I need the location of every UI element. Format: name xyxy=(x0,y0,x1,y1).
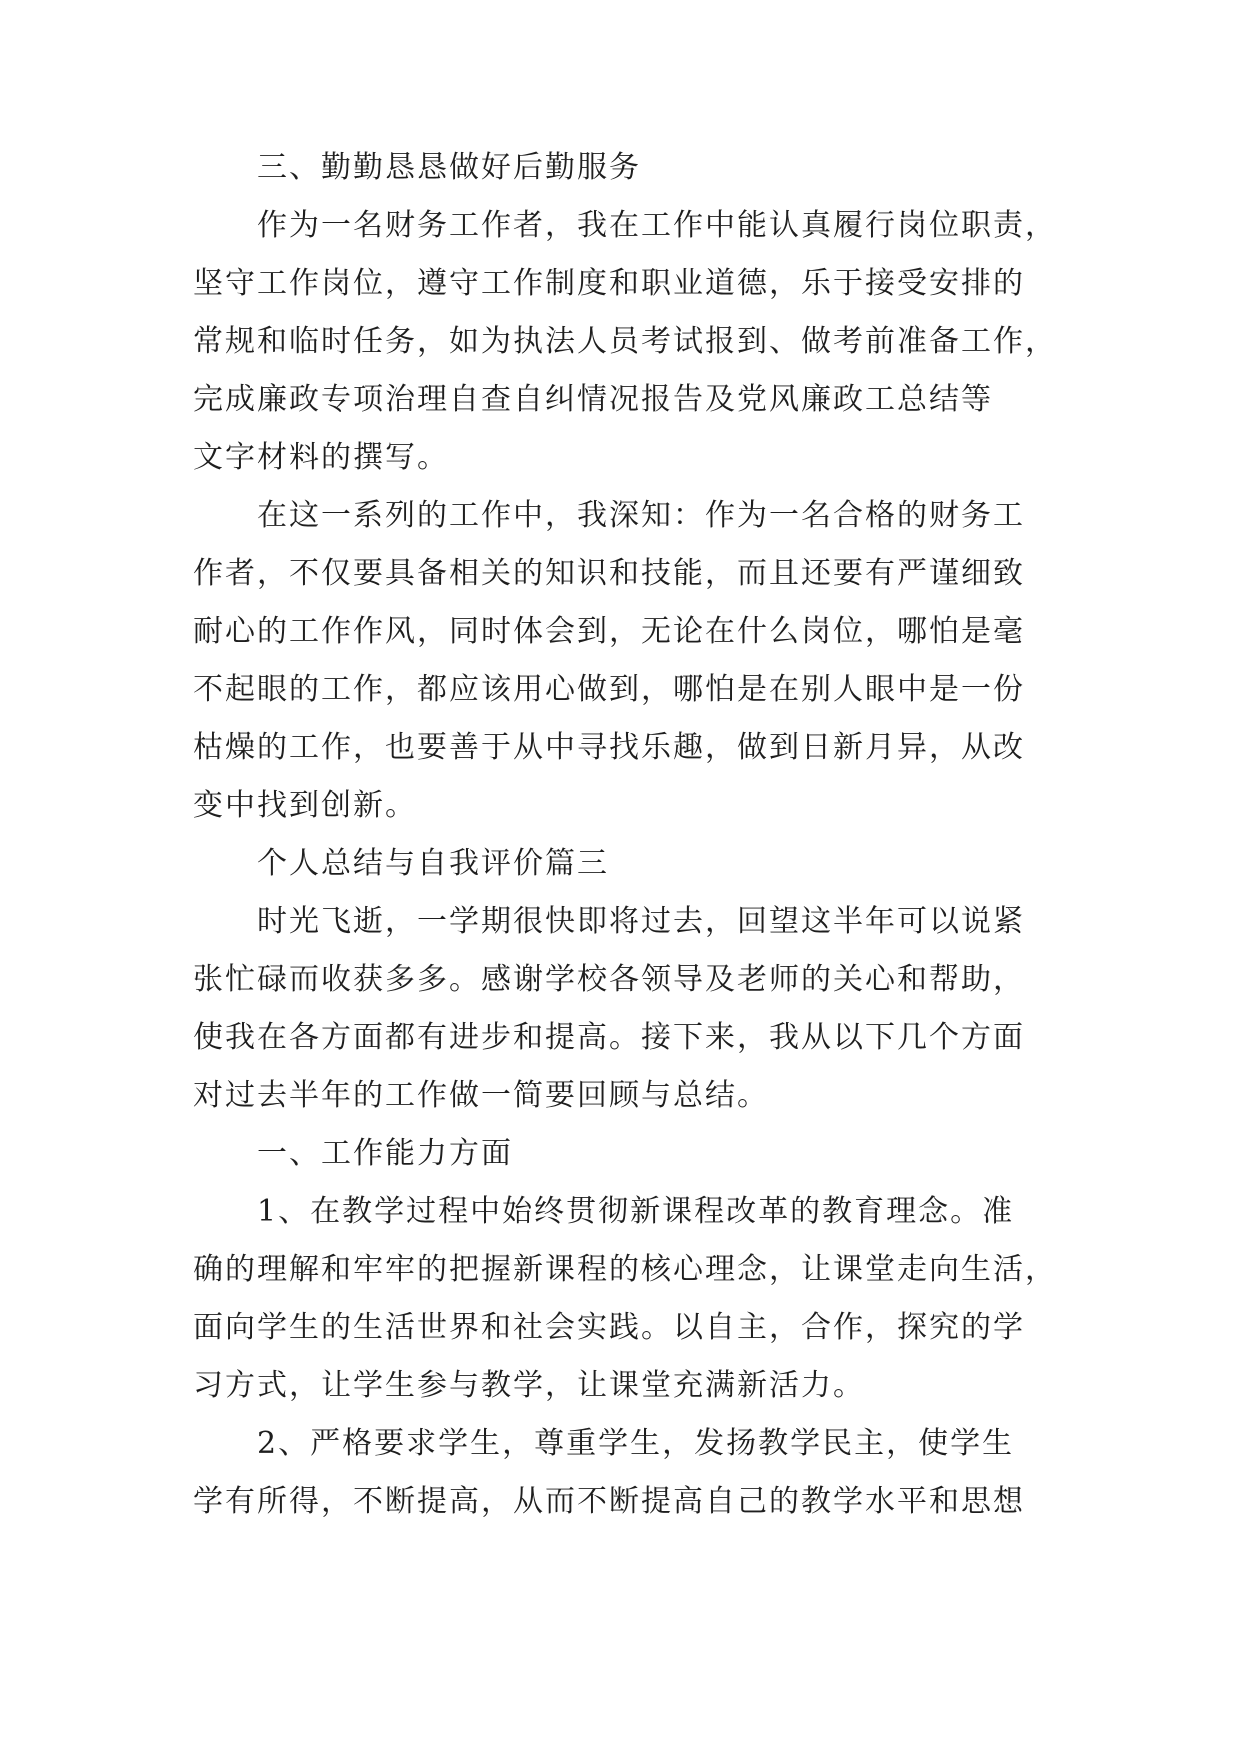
paragraph-line: 枯燥的工作，也要善于从中寻找乐趣，做到日新月异，从改 xyxy=(193,730,1025,765)
section-heading: 一、工作能力方面 xyxy=(257,1136,513,1171)
paragraph-line: 作者，不仅要具备相关的知识和技能，而且还要有严谨细致 xyxy=(193,556,1025,591)
section-heading: 三、勤勤恳恳做好后勤服务 xyxy=(257,150,641,185)
paragraph-line: 1、在教学过程中始终贯彻新课程改革的教育理念。准 xyxy=(257,1194,1015,1229)
paragraph-line: 使我在各方面都有进步和提高。接下来，我从以下几个方面 xyxy=(193,1020,1025,1055)
paragraph-line: 不起眼的工作，都应该用心做到，哪怕是在别人眼中是一份 xyxy=(193,672,1025,707)
paragraph-line: 张忙碌而收获多多。感谢学校各领导及老师的关心和帮助， xyxy=(193,962,1025,997)
paragraph-line: 完成廉政专项治理自查自纠情况报告及党风廉政工总结等 xyxy=(193,382,993,417)
paragraph-line: 在这一系列的工作中，我深知：作为一名合格的财务工 xyxy=(257,498,1025,533)
paragraph-line: 习方式，让学生参与教学，让课堂充满新活力。 xyxy=(193,1368,865,1403)
paragraph-line: 学有所得，不断提高，从而不断提高自己的教学水平和思想 xyxy=(193,1484,1025,1519)
paragraph-line: 作为一名财务工作者，我在工作中能认真履行岗位职责， xyxy=(257,208,1057,243)
paragraph-line: 2、严格要求学生，尊重学生，发扬教学民主，使学生 xyxy=(257,1426,1015,1461)
paragraph-line: 变中找到创新。 xyxy=(193,788,417,823)
paragraph-line: 面向学生的生活世界和社会实践。以自主，合作，探究的学 xyxy=(193,1310,1025,1345)
paragraph-line: 耐心的工作作风，同时体会到，无论在什么岗位，哪怕是毫 xyxy=(193,614,1025,649)
paragraph-line: 时光飞逝，一学期很快即将过去，回望这半年可以说紧 xyxy=(257,904,1025,939)
paragraph-line: 常规和临时任务，如为执法人员考试报到、做考前准备工作， xyxy=(193,324,1057,359)
paragraph-line: 坚守工作岗位，遵守工作制度和职业道德，乐于接受安排的 xyxy=(193,266,1025,301)
paragraph-line: 对过去半年的工作做一简要回顾与总结。 xyxy=(193,1078,769,1113)
paragraph-line: 文字材料的撰写。 xyxy=(193,440,449,475)
article-title: 个人总结与自我评价篇三 xyxy=(257,846,609,881)
paragraph-line: 确的理解和牢牢的把握新课程的核心理念，让课堂走向生活， xyxy=(193,1252,1057,1287)
